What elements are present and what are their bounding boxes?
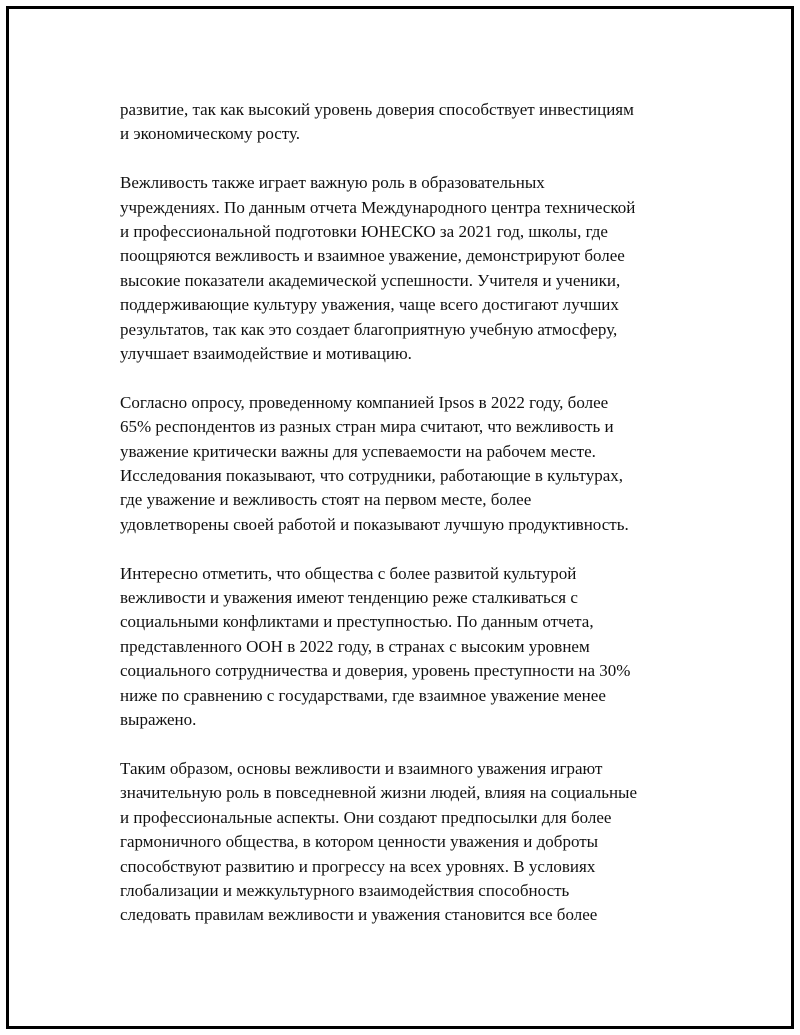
text-line: социальными конфликтами и преступностью. По данным отчета, xyxy=(120,612,594,632)
text-line: и профессиональной подготовки ЮНЕСКО за 2021 год, школы, где xyxy=(120,222,608,242)
text-line: поощряются вежливость и взаимное уважение, демонстрируют более xyxy=(120,246,625,266)
document-body xyxy=(120,98,700,952)
text-line: Согласно опросу, проведенному компанией Ipsos в 2022 году, более xyxy=(120,392,609,412)
text-line: глобализации и межкультурного взаимодействия способность xyxy=(120,880,570,900)
text-line: социального сотрудничества и доверия, уровень преступности на 30% xyxy=(120,661,631,681)
text-line: где уважение и вежливость стоят на первом месте, более xyxy=(120,490,532,510)
paragraph-2 xyxy=(120,171,700,366)
text-line: удовлетворены своей работой и показывают лучшую продуктивность. xyxy=(120,514,629,534)
text-line: учреждениях. По данным отчета Международного центра технической xyxy=(120,197,636,217)
text-line: Таким образом, основы вежливости и взаимного уважения играют xyxy=(120,758,603,778)
paragraph-3 xyxy=(120,391,700,537)
text-line: результатов, так как это создает благоприятную учебную атмосферу, xyxy=(120,319,618,339)
text-line: уважение критически важны для успеваемости на рабочем месте. xyxy=(120,441,596,461)
text-line: развитие, так как высокий уровень доверия способствует инвестициям xyxy=(120,100,634,119)
text-line: значительную роль в повседневной жизни людей, влияя на социальные xyxy=(120,783,638,803)
text-line: выражено. xyxy=(120,710,197,730)
text-line: улучшает взаимодействие и мотивацию. xyxy=(120,344,412,364)
text-line: 65% респондентов из разных стран мира считают, что вежливость и xyxy=(120,417,614,437)
text-line: поддерживающие культуру уважения, чаще всего достигают лучших xyxy=(120,295,619,315)
text-line: гармоничного общества, в котором ценности уважения и доброты xyxy=(120,832,599,852)
text-line: и экономическому росту. xyxy=(120,124,301,144)
text-line: и профессиональные аспекты. Они создают предпосылки для более xyxy=(120,807,612,827)
text-line: следовать правилам вежливости и уважения становится все более xyxy=(120,905,598,925)
paragraph-5 xyxy=(120,757,700,928)
text-line: способствуют развитию и прогрессу на всех уровнях. В условиях xyxy=(120,856,596,876)
text-line: вежливости и уважения имеют тенденцию реже сталкиваться с xyxy=(120,588,578,608)
text-line: Исследования показывают, что сотрудники, работающие в культурах, xyxy=(120,466,624,486)
text-line: Вежливость также играет важную роль в образовательных xyxy=(120,173,545,193)
page-frame xyxy=(6,6,794,1029)
paragraph-4 xyxy=(120,562,700,733)
text-line: высокие показатели академической успешности. Учителя и ученики, xyxy=(120,270,621,290)
text-line: представленного ООН в 2022 году, в странах с высоким уровнем xyxy=(120,636,590,656)
text-line: Интересно отметить, что общества с более развитой культурой xyxy=(120,563,577,583)
text-line: ниже по сравнению с государствами, где взаимное уважение менее xyxy=(120,685,606,705)
paragraph-1 xyxy=(120,98,700,147)
